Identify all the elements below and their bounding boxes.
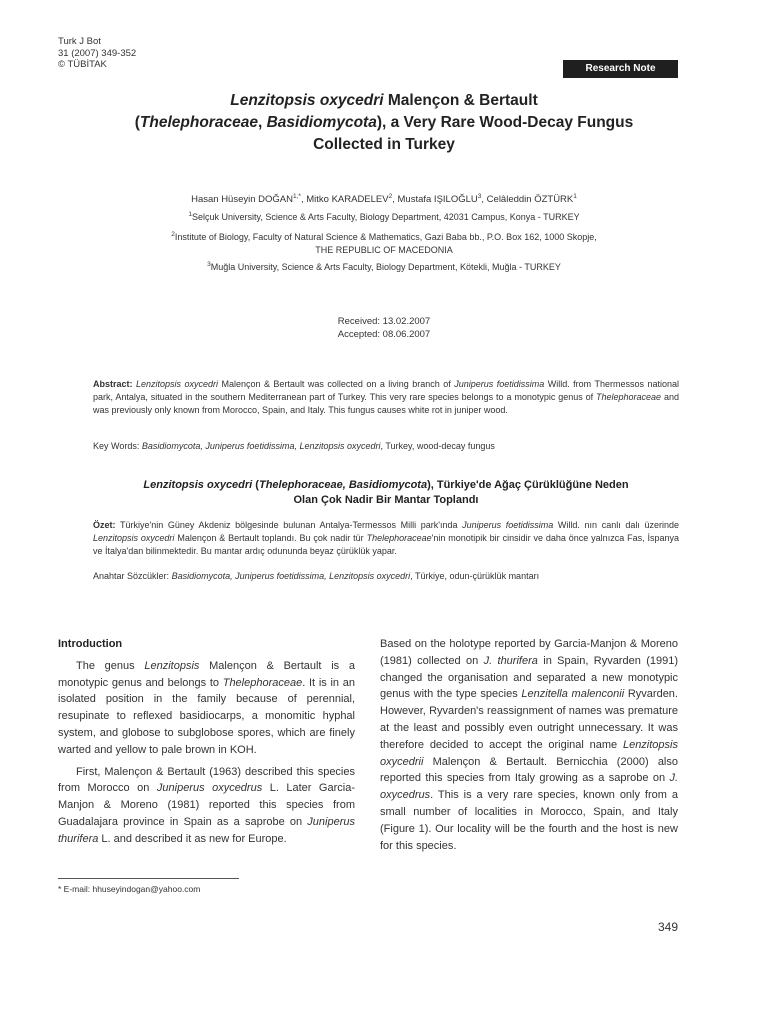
ozet-text-3: Malençon & Bertault toplandı. Bu çok nadir tür [174, 533, 367, 543]
affiliation-3-sup: 3 [207, 261, 211, 268]
keywords [93, 440, 679, 453]
tr-title-family: Thelephoraceae, Basidiomycota [258, 479, 428, 491]
ozet-host: Juniperus foetidissima [462, 520, 554, 530]
abstract-family: Thelephoraceae [596, 392, 662, 402]
title-paren: ( [134, 114, 140, 131]
accepted-date: Accepted: 08.06.2007 [337, 328, 431, 340]
journal-publisher: © TÜBİTAK [58, 59, 107, 70]
right-text-4: Malençon & Bertault. Bernicchia (2000) also reported this species from Italy growing as a saprobe on [380, 755, 678, 785]
anahtar-sozcukler [93, 570, 679, 583]
abstract-species: Lenzitopsis oxycedri [135, 379, 218, 389]
author-4-sup: 1 [573, 193, 577, 200]
footnote-rule [58, 878, 239, 879]
received-date: Received: 13.02.2007 [337, 316, 431, 327]
intro-p2-text-1: First, Malençon & Bertault (1963) described this species from Morocco on [58, 765, 355, 795]
footnote-email: * E-mail: hhuseyindogan@yahoo.com [58, 884, 201, 894]
abstract-text-2: Willd. from Thermessos national park, Antalya, situated in the southern Mediterranean part of Turkey. This very rare species belongs to a monotypic genus of [93, 379, 679, 402]
right-host-2: J. oxycedrus [380, 772, 678, 802]
right-column [380, 636, 678, 854]
keywords-italic: Basidiomycota, Juniperus foetidissima, Lenzitopsis oxycedri [141, 441, 381, 451]
intro-p1-genus: Lenzitopsis [144, 659, 200, 672]
keywords-rest: , Turkey, wood-decay fungus [380, 441, 495, 451]
ozet-family: Thelephoraceae [366, 533, 432, 543]
affiliation-2-line2: THE REPUBLIC OF MACEDONIA [315, 244, 453, 255]
dates [60, 316, 708, 341]
title-species: Lenzitopsis oxycedri [230, 92, 384, 109]
title-class: Basidiomycota [266, 114, 377, 131]
intro-p2-host-2: Juniperus thurifera [58, 815, 355, 845]
abstract-text-1: Malençon & Bertault was collected on a living branch of [218, 379, 455, 389]
abstract-text-3: and was previously only known from Morocco, Spain, and Italy. This fungus causes white rot in juniper wood. [93, 392, 679, 415]
author-4: , Celâleddin ÖZTÜRK [481, 194, 574, 206]
author-2: , Mitko KARADELEV [300, 194, 389, 206]
abstract [93, 378, 679, 417]
ozet-text-2: Willd. nın canlı dalı üzerinde [553, 520, 680, 530]
right-text-3: Ryvarden. However, Ryvarden's reassignment of names was premature at the least and possibly even outright unnecessary. It was therefore decided to accept the original name [380, 688, 678, 751]
right-text-1: Based on the holotype reported by Garcia-Manjon & Moreno (1981) collected on [380, 638, 678, 667]
author-2-sup: 2 [388, 193, 393, 200]
right-host-1: J. thurifera [483, 654, 538, 667]
left-column [58, 636, 355, 848]
right-paragraph [380, 636, 678, 854]
affiliation-1 [60, 209, 708, 224]
page-number: 349 [657, 920, 678, 934]
intro-p2-host-1: Juniperus oxycedrus [156, 782, 263, 795]
intro-p1-text-3: . It is in an isolated position in the family because of perennial, resupinate to reflexed basidiocarps, a monomitic hyphal system, and globose to subglobose spores, which are finely warted and yellow to pale brown in KOH. [58, 676, 355, 756]
right-text-5: . This is a very rare species, known only from a small number of localities in Morocco, Spain, and Italy (Figure 1). Our locality will be the fourth and the host is new for this species. [380, 789, 678, 852]
turkish-title [93, 478, 679, 508]
author-3-sup: 3 [477, 193, 482, 200]
journal-info [58, 36, 136, 71]
author-1-sup: 1,* [293, 193, 301, 200]
affiliation-2-sup: 2 [171, 231, 175, 238]
journal-volume: 31 (2007) 349-352 [58, 47, 137, 59]
title-rest: ), a Very Rare Wood-Decay Fungus [376, 114, 634, 131]
affiliation-2 [60, 229, 708, 256]
abstract-host: Juniperus foetidissima [454, 379, 545, 389]
intro-p1-text-2: Malençon & Bertault is a monotypic genus and belongs to [58, 659, 355, 689]
author-list [60, 190, 708, 206]
title-comma: , [257, 114, 267, 131]
ozet-label: Özet: [93, 520, 116, 530]
tr-title-paren: ( [252, 479, 259, 491]
ozet [93, 519, 679, 558]
affiliation-1-text: Selçuk University, Science & Arts Faculty, Biology Department, 42031 Campus, Konya - TURKEY [191, 212, 580, 222]
tr-title-rest: ), Türkiye'de Ağaç Çürüklüğüne Neden [427, 479, 629, 491]
tr-title-species: Lenzitopsis oxycedri [143, 479, 253, 491]
ozet-text-1: Türkiye'nin Güney Akdeniz bölgesinde bulunan Antalya-Termessos Milli park'ında [115, 520, 463, 530]
anahtar-rest: , Türkiye, odun-çürüklük mantarı [410, 571, 540, 581]
ozet-species: Lenzitopsis oxycedri [93, 533, 175, 543]
affiliation-3 [60, 259, 708, 274]
paper-title [100, 90, 668, 156]
right-original-name: Lenzitopsis oxycedrii [380, 738, 678, 768]
title-authority: Malençon & Bertault [383, 92, 538, 109]
title-family: Thelephoraceae [139, 114, 258, 131]
affiliation-2-line1: Institute of Biology, Faculty of Natural Science & Mathematics, Gazi Baba bb., P.O. Box 162, 1000 Skopje, [174, 232, 597, 242]
intro-paragraph-2 [58, 764, 355, 848]
right-text-2: in Spain, Ryvarden (1991) changed the organisation and separated a new monotypic genus with the type species [380, 654, 678, 701]
affiliation-3-text: Muğla University, Science & Arts Faculty, Biology Department, Kötekli, Muğla - TURKEY [210, 262, 561, 272]
abstract-label: Abstract: [93, 379, 133, 389]
intro-p2-text-3: L. and described it as new for Europe. [98, 832, 287, 845]
intro-p2-text-2: L. Later Garcia-Manjon & Moreno (1981) reported this species from Guadalajara province in Spain as a saprobe on [58, 782, 355, 828]
author-3: , Mustafa IŞILOĞLU [392, 194, 478, 206]
right-type-species: Lenzitella malenconii [521, 688, 625, 701]
keywords-label: Key Words: [93, 441, 140, 451]
ozet-text-4: 'nin monotipik bir cinsidir ve daha önce yalnızca Fas, İspanya ve İtalya'dan bilinmektedir. Bu mantar ardıç odununda beyaz çürüklük yapar. [93, 533, 680, 556]
affiliation-1-sup: 1 [188, 211, 192, 218]
tr-title-line2: Olan Çok Nadir Bir Mantar Toplandı [293, 494, 479, 506]
intro-p1-family: Thelephoraceae [222, 676, 303, 689]
research-note-badge: Research Note [563, 60, 678, 78]
intro-paragraph-1 [58, 658, 355, 759]
anahtar-label: Anahtar Sözcükler: [93, 571, 170, 581]
introduction-heading: Introduction [58, 638, 123, 650]
title-line3: Collected in Turkey [313, 136, 455, 153]
journal-name: Turk J Bot [58, 36, 101, 47]
anahtar-italic: Basidiomycota, Juniperus foetidissima, Lenzitopsis oxycedri [171, 571, 411, 581]
intro-p1-text-1: The genus [76, 659, 145, 672]
author-1: Hasan Hüseyin DOĞAN [191, 194, 293, 206]
